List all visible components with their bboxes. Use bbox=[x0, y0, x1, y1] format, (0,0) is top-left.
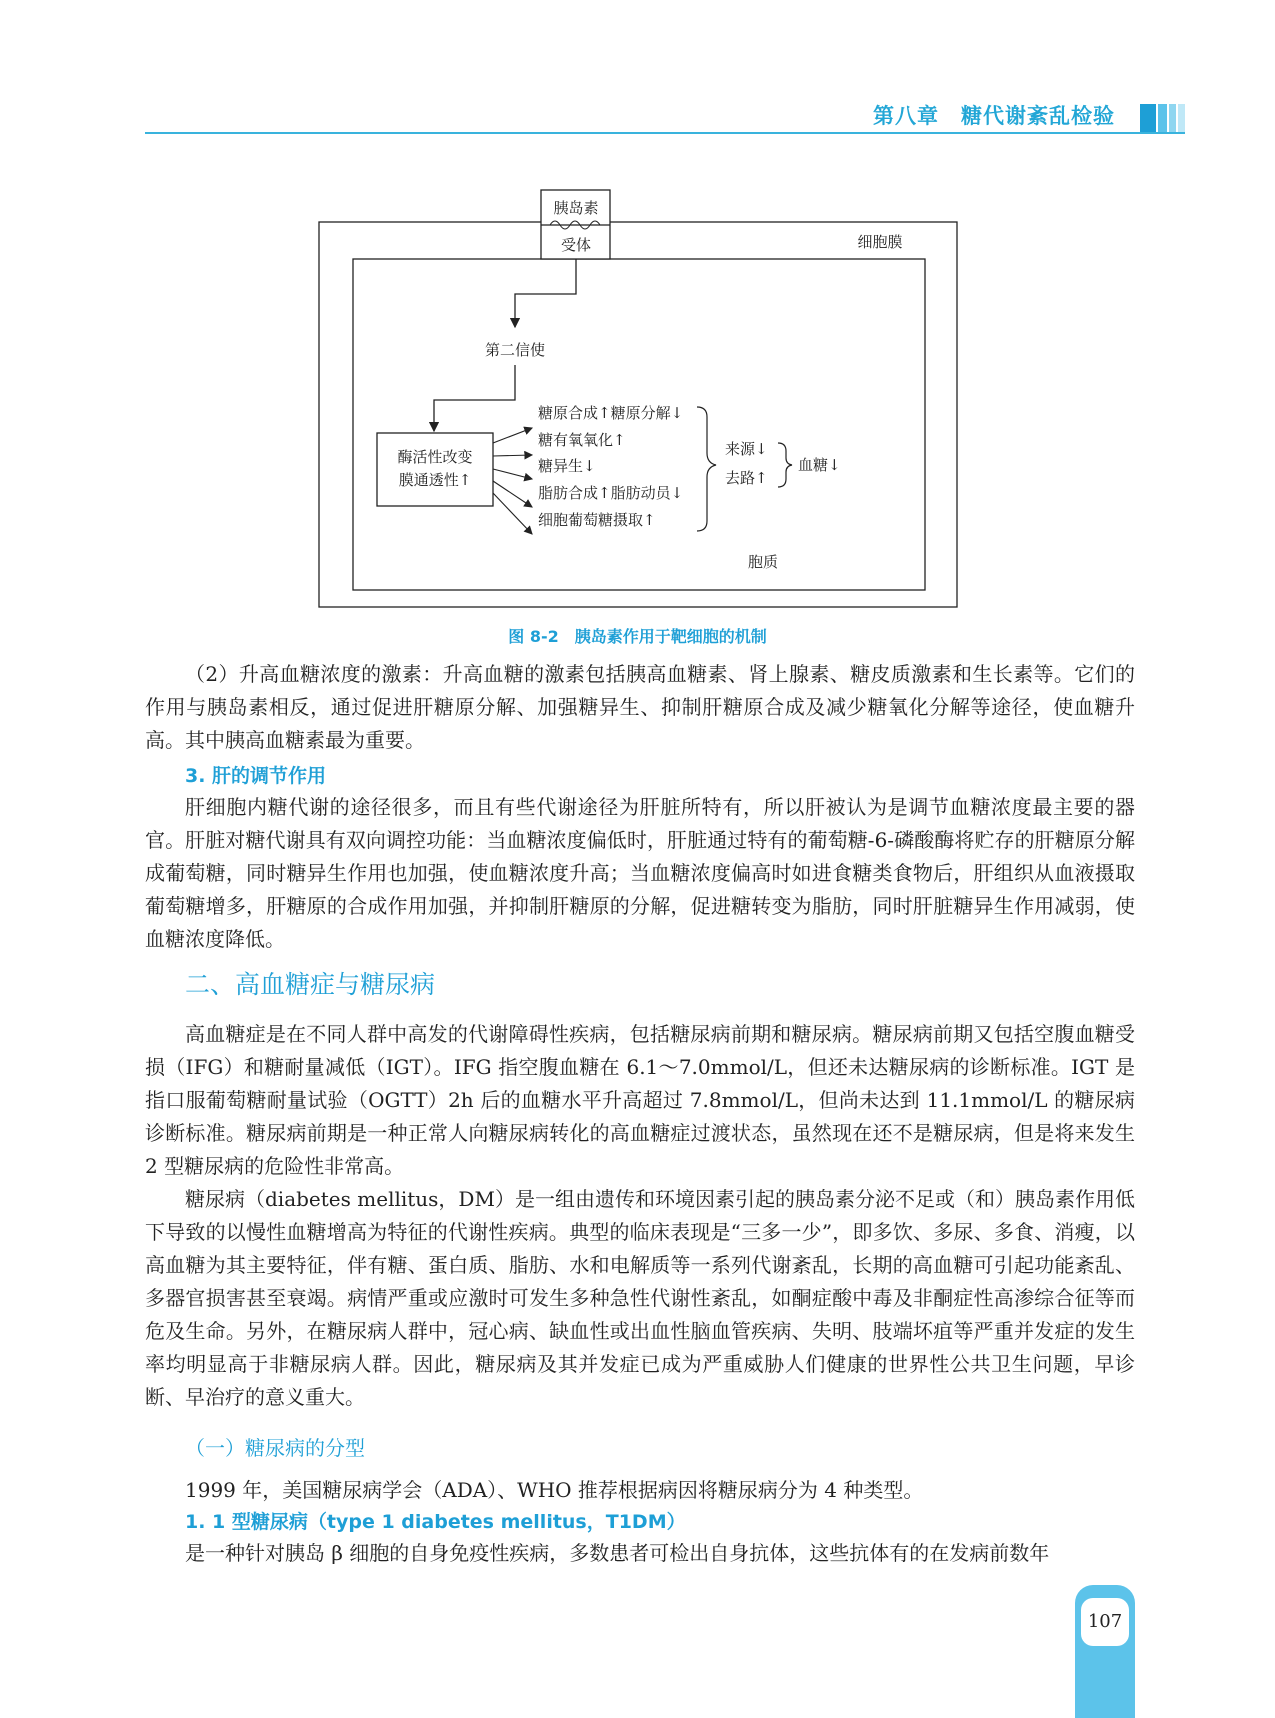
effect-item: 糖原合成↑糖原分解↓ bbox=[538, 404, 684, 422]
effect-item: 脂肪合成↑脂肪动员↓ bbox=[538, 484, 684, 502]
membrane-label: 细胞膜 bbox=[857, 233, 903, 251]
effect-item: 糖异生↓ bbox=[538, 457, 596, 475]
header-decoration bbox=[1140, 104, 1185, 132]
paragraph: 肝细胞内糖代谢的途径很多，而且有些代谢途径为肝脏所特有，所以肝被认为是调节血糖浓度最主要的器官。肝脏对糖代谢具有双向调控功能：当血糖浓度偏低时，肝脏通过特有的葡萄糖-6-磷酸酶将贮存的肝糖原分解成葡萄糖，同时糖异生作用也加强，使血糖浓度升高；当血糖浓度偏高时如进食糖类食物后，肝组织从血液摄取葡萄糖增多，肝糖原的合成作用加强，并抑制肝糖原的分解，促进糖转变为脂肪，同时肝脏糖异生作用减弱，使血糖浓度降低。 bbox=[145, 795, 1135, 951]
insulin-label: 胰岛素 bbox=[553, 199, 599, 217]
source-label: 来源↓ bbox=[725, 440, 768, 458]
enzyme-box bbox=[377, 433, 493, 506]
effect-item: 细胞葡萄糖摄取↑ bbox=[538, 511, 656, 529]
effect-item: 糖有氧氧化↑ bbox=[538, 431, 626, 449]
enzyme-line2: 膜通透性↑ bbox=[398, 471, 472, 489]
destination-label: 去路↑ bbox=[725, 469, 768, 487]
second-messenger-label: 第二信使 bbox=[484, 341, 546, 359]
cytoplasm-box bbox=[353, 259, 925, 590]
subsection-heading: （一）糖尿病的分型 bbox=[185, 1436, 365, 1460]
figure-caption: 图 8-2 胰岛素作用于靶细胞的机制 bbox=[508, 627, 767, 646]
insulin-mechanism-diagram bbox=[300, 175, 980, 620]
cytoplasm-label: 胞质 bbox=[747, 553, 779, 571]
section-heading: 二、高血糖症与糖尿病 bbox=[185, 970, 436, 999]
source-brace bbox=[778, 443, 792, 487]
effects-brace bbox=[697, 407, 716, 531]
paragraph: 是一种针对胰岛 β 细胞的自身免疫性疾病，多数患者可检出自身抗体，这些抗体有的在发病前数年 bbox=[185, 1541, 1050, 1565]
chapter-title: 糖代谢紊乱检验 bbox=[961, 104, 1115, 128]
page-number: 107 bbox=[1081, 1598, 1129, 1646]
subheading: 3. 肝的调节作用 bbox=[185, 765, 327, 787]
header-rule bbox=[145, 132, 1185, 134]
blood-glucose-label: 血糖↓ bbox=[798, 456, 841, 474]
enzyme-line1: 酶活性改变 bbox=[397, 448, 473, 466]
paragraph: 1999 年，美国糖尿病学会（ADA）、WHO 推荐根据病因将糖尿病分为 4 种类型。 bbox=[185, 1478, 924, 1502]
chapter-number: 第八章 bbox=[873, 104, 939, 128]
receptor-label: 受体 bbox=[560, 236, 592, 254]
paragraph: 高血糖症是在不同人群中高发的代谢障碍性疾病，包括糖尿病前期和糖尿病。糖尿病前期又包括空腹血糖受损（IFG）和糖耐量减低（IGT）。IFG 指空腹血糖在 6.1～7.0mmol/L，但还未达糖尿病的诊断标准。IGT 是指口服葡萄糖耐量试验（OGTT）2h 后的血糖水平升高超过 7.8mmol/L，但尚未达到 11.1mmol/L 的糖尿病诊断标准。糖尿病前期是一种正常人向糖尿病转化的高血糖症过渡状态，虽然现在还不是糖尿病，但是将来发生 2 型糖尿病的危险性非常高。 bbox=[145, 1022, 1135, 1178]
paragraph: 糖尿病（diabetes mellitus，DM）是一组由遗传和环境因素引起的胰岛素分泌不足或（和）胰岛素作用低下导致的以慢性血糖增高为特征的代谢性疾病。典型的临床表现是“三多一少”，即多饮、多尿、多食、消瘦，以高血糖为其主要特征，伴有糖、蛋白质、脂肪、水和电解质等一系列代谢紊乱，长期的高血糖可引起功能紊乱、多器官损害甚至衰竭。病情严重或应激时可发生多种急性代谢性紊乱，如酮症酸中毒及非酮症性高渗综合征等而危及生命。另外，在糖尿病人群中，冠心病、缺血性或出血性脑血管疾病、失明、肢端坏疽等严重并发症的发生率均明显高于非糖尿病人群。因此，糖尿病及其并发症已成为严重威胁人们健康的世界性公共卫生问题，早诊断、早治疗的意义重大。 bbox=[145, 1187, 1135, 1409]
paragraph: （2）升高血糖浓度的激素：升高血糖的激素包括胰高血糖素、肾上腺素、糖皮质激素和生长素等。它们的作用与胰岛素相反，通过促进肝糖原分解、加强糖异生、抑制肝糖原合成及减少糖氧化分解等途径，使血糖升高。其中胰高血糖素最为重要。 bbox=[145, 662, 1135, 752]
chapter-header bbox=[873, 100, 1115, 130]
subheading: 1. 1 型糖尿病（type 1 diabetes mellitus，T1DM） bbox=[185, 1511, 686, 1533]
